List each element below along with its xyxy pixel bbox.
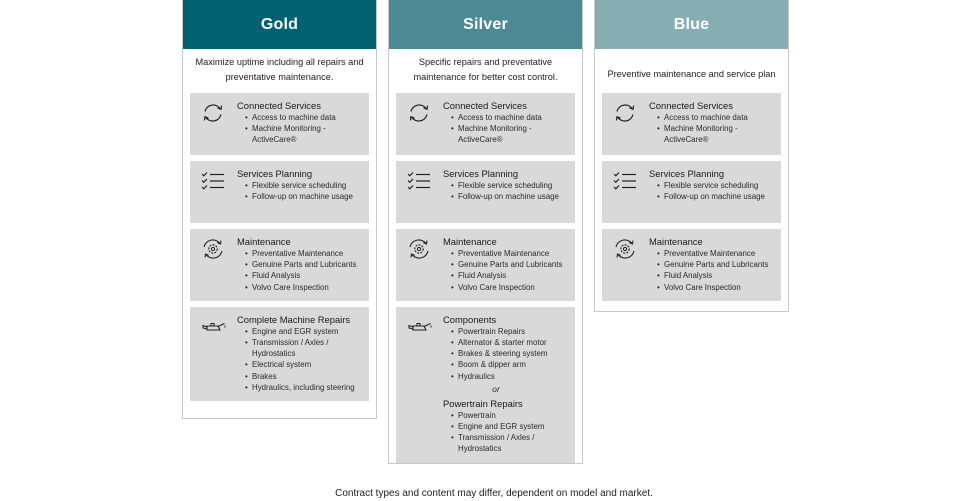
- list-item: • Preventative Maintenance: [658, 248, 775, 259]
- card-list: [452, 112, 569, 146]
- card-title: Maintenance: [237, 236, 291, 247]
- blue-services-planning-card: [602, 161, 781, 223]
- silver-connected-services-card: [396, 93, 575, 155]
- footnote: Contract types and content may differ, dependent on model and market.: [335, 488, 653, 499]
- silver-maintenance-card: [396, 229, 575, 301]
- plan-blue-header: [595, 0, 788, 49]
- plan-blue-description: Preventive maintenance and service plan: [607, 68, 776, 79]
- list-item: • Powertrain: [452, 410, 569, 421]
- list-item: • Flexible service scheduling: [452, 180, 569, 191]
- card-list: [658, 248, 775, 293]
- plan-gold-title: Gold: [260, 15, 299, 33]
- list-item: • Machine Monitoring - ActiveCare®: [452, 123, 569, 145]
- gear-cycle-icon: [406, 237, 432, 261]
- list-item: • Genuine Parts and Lubricants: [658, 259, 775, 270]
- list-item: • Follow-up on machine usage: [452, 191, 569, 202]
- list-item: • Transmission / Axles / Hydrostatics: [452, 432, 569, 454]
- sync-icon: [406, 101, 432, 125]
- plan-gold-column: [182, 0, 377, 419]
- list-item: • Transmission / Axles / Hydrostatics: [246, 337, 363, 359]
- card-list: [452, 410, 569, 455]
- list-item: • Flexible service scheduling: [658, 180, 775, 191]
- list-item: • Genuine Parts and Lubricants: [452, 259, 569, 270]
- silver-components-card: [396, 307, 575, 463]
- list-item: • Genuine Parts and Lubricants: [246, 259, 363, 270]
- list-item: • Machine Monitoring - ActiveCare®: [246, 123, 363, 145]
- list-item: • Powertrain Repairs: [452, 326, 569, 337]
- list-item: • Electrical system: [246, 359, 363, 370]
- card-title: Maintenance: [649, 236, 703, 247]
- list-item: • Fluid Analysis: [658, 270, 775, 281]
- or-label: or: [492, 383, 500, 394]
- sync-icon: [612, 101, 638, 125]
- card-title: Services Planning: [443, 168, 519, 179]
- list-item: • Hydraulics: [452, 371, 569, 382]
- checklist-icon: [200, 169, 226, 193]
- list-item: • Volvo Care Inspection: [452, 282, 569, 293]
- card-title: Connected Services: [237, 100, 321, 111]
- gold-connected-services-card: [190, 93, 369, 155]
- plan-gold-header: [183, 0, 376, 49]
- list-item: • Fluid Analysis: [452, 270, 569, 281]
- checklist-icon: [612, 169, 638, 193]
- card-list: [658, 180, 775, 202]
- list-item: • Access to machine data: [246, 112, 363, 123]
- card-list: [452, 180, 569, 202]
- list-item: • Fluid Analysis: [246, 270, 363, 281]
- oil-can-icon: [200, 315, 226, 339]
- list-item: • Machine Monitoring - ActiveCare®: [658, 123, 775, 145]
- blue-connected-services-card: [602, 93, 781, 155]
- plan-silver-header: [389, 0, 582, 49]
- list-item: • Access to machine data: [452, 112, 569, 123]
- sync-icon: [200, 101, 226, 125]
- card-list: [658, 112, 775, 146]
- list-item: • Follow-up on machine usage: [658, 191, 775, 202]
- list-item: • Alternator & starter motor: [452, 337, 569, 348]
- plan-blue-column: [594, 0, 789, 312]
- gear-cycle-icon: [612, 237, 638, 261]
- card-list: [452, 326, 569, 382]
- gold-complete-repairs-card: [190, 307, 369, 401]
- card-title: Complete Machine Repairs: [237, 313, 351, 325]
- card-list: [246, 326, 363, 393]
- card-title: Connected Services: [649, 100, 733, 111]
- list-item: • Follow-up on machine usage: [246, 191, 363, 202]
- gear-cycle-icon: [200, 237, 226, 261]
- card-title: Maintenance: [443, 236, 497, 247]
- plan-silver-description: Specific repairs and preventative maintenance for better cost control.: [413, 57, 558, 82]
- list-item: • Access to machine data: [658, 112, 775, 123]
- gold-services-planning-card: [190, 161, 369, 223]
- list-item: • Engine and EGR system: [452, 421, 569, 432]
- list-item: • Volvo Care Inspection: [658, 282, 775, 293]
- plan-blue-title: Blue: [673, 15, 710, 33]
- list-item: • Hydraulics, including steering: [246, 382, 363, 393]
- list-item: • Engine and EGR system: [246, 326, 363, 337]
- silver-services-planning-card: [396, 161, 575, 223]
- card-list: [452, 248, 569, 293]
- plan-silver-title: Silver: [463, 15, 508, 33]
- card-title: Services Planning: [649, 168, 725, 179]
- card-list: [246, 180, 363, 202]
- card-subtitle: Powertrain Repairs: [443, 397, 523, 409]
- list-item: • Flexible service scheduling: [246, 180, 363, 191]
- card-list: [246, 248, 363, 293]
- oil-can-icon: [406, 315, 432, 339]
- plan-gold-description: Maximize uptime including all repairs and preventative maintenance.: [195, 57, 364, 82]
- card-title: Services Planning: [237, 168, 313, 179]
- card-title: Connected Services: [443, 100, 527, 111]
- blue-maintenance-card: [602, 229, 781, 301]
- card-title: Components: [443, 313, 497, 325]
- list-item: • Preventative Maintenance: [452, 248, 569, 259]
- list-item: • Brakes & steering system: [452, 348, 569, 359]
- plan-silver-column: [388, 0, 583, 464]
- card-list: [246, 112, 363, 146]
- list-item: • Volvo Care Inspection: [246, 282, 363, 293]
- list-item: • Preventative Maintenance: [246, 248, 363, 259]
- list-item: • Brakes: [246, 371, 363, 382]
- list-item: • Boom & dipper arm: [452, 359, 569, 370]
- gold-maintenance-card: [190, 229, 369, 301]
- checklist-icon: [406, 169, 432, 193]
